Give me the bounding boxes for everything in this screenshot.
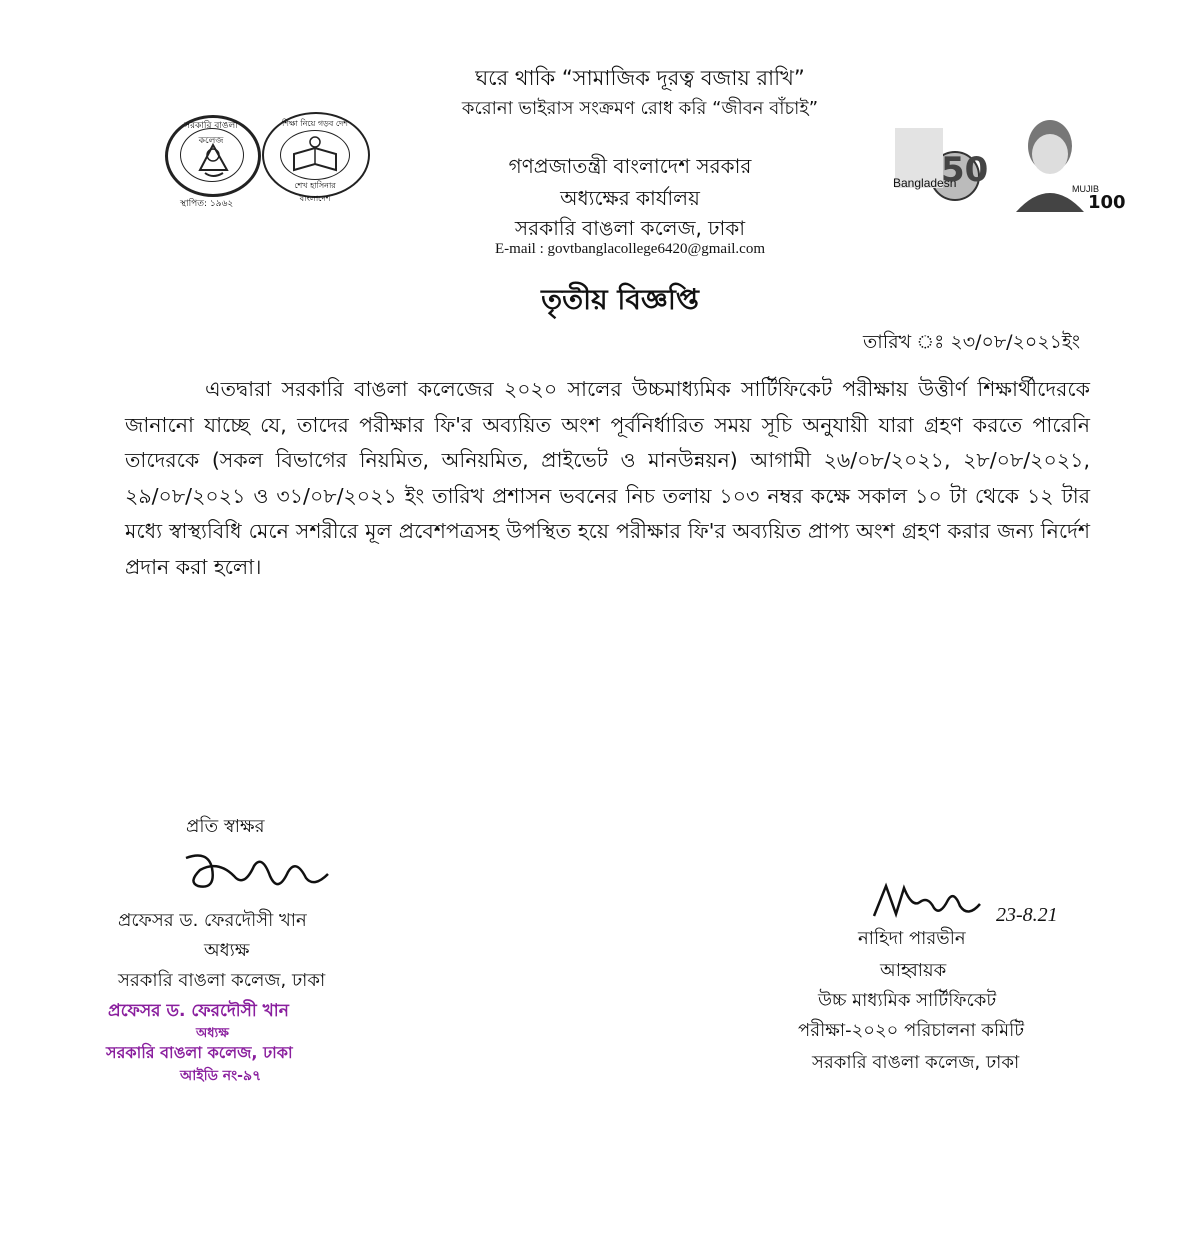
convener-name: নাহিদা পারভীন bbox=[858, 928, 966, 949]
bangladesh-50-text: Bangladesh bbox=[893, 176, 957, 190]
committee-line-2: পরীক্ষা-২০২০ পরিচালনা কমিটি bbox=[798, 1020, 1025, 1041]
education-seal-top-text: শিক্ষা নিয়ে গড়ব দেশ bbox=[281, 119, 349, 128]
notice-date: তারিখ ঃ ২৩/০৮/২০২১ইং bbox=[863, 331, 1080, 353]
principal-signature bbox=[178, 846, 338, 902]
countersign-label: প্রতি স্বাক্ষর bbox=[186, 816, 265, 837]
stamp-designation: অধ্যক্ষ bbox=[196, 1026, 229, 1041]
mujib-text: MUJIB bbox=[1072, 184, 1099, 194]
slogan-line-2: করোনা ভাইরাস সংক্রমণ রোধ করি “জীবন বাঁচাই” bbox=[461, 98, 819, 119]
stamp-college: সরকারি বাঙলা কলেজ, ঢাকা bbox=[106, 1043, 293, 1062]
principal-designation: অধ্যক্ষ bbox=[204, 940, 250, 961]
committee-line-1: উচ্চ মাধ্যমিক সার্টিফিকেট bbox=[818, 990, 997, 1011]
stamp-name: প্রফেসর ড. ফেরদৌসী খান bbox=[108, 1001, 289, 1021]
stamp-id: আইডি নং-৯৭ bbox=[180, 1068, 262, 1084]
government-name: গণপ্রজাতন্ত্রী বাংলাদেশ সরকার bbox=[508, 154, 752, 178]
principal-name: প্রফেসর ড. ফেরদৌসী খান bbox=[118, 910, 307, 931]
convener-signature bbox=[868, 878, 998, 928]
notice-title: তৃতীয় বিজ্ঞপ্তি bbox=[541, 283, 699, 316]
signature-date: 23-8.21 bbox=[996, 904, 1058, 926]
mujib-number: 100 bbox=[1088, 192, 1126, 213]
slogan-line-1: ঘরে থাকি “সামাজিক দূরত্ব বজায় রাখি” bbox=[475, 66, 805, 90]
mujib-100-logo bbox=[1000, 112, 1126, 216]
convener-role: আহ্বায়ক bbox=[880, 960, 947, 981]
college-seal-text: সরকারি বাঙলা কলেজ bbox=[184, 121, 238, 146]
education-seal-bottom-text: শেখ হাসিনার বাংলাদেশ bbox=[294, 181, 336, 203]
bangladesh-50-number: 50 bbox=[941, 150, 989, 190]
college-seal-year: স্থাপিত: ১৯৬২ bbox=[180, 199, 234, 209]
principal-college: সরকারি বাঙলা কলেজ, ঢাকা bbox=[118, 970, 326, 991]
email-address: E-mail : govtbanglacollege6420@gmail.com bbox=[495, 241, 765, 257]
notice-body: এতদ্বারা সরকারি বাঙলা কলেজের ২০২০ সালের উচ্চমাধ্যমিক সার্টিফিকেট পরীক্ষায় উত্তীর্ণ শিক্ষার্থীদেরকে জানানো যাচ্ছে যে, তাদের পরীক্ষার ফি'র অব্যয়িত অংশ পূর্বনির্ধারিত সময় সূচি অনুযায়ী যারা গ্রহণ করতে পারেনি তাদেরকে (সকল বিভাগের নিয়মিত, অনিয়মিত, প্রাইভেট ও মানউন্নয়ন) আগামী ২৬/০৮/২০২১, ২৮/০৮/২০২১, ২৯/০৮/২০২১ ও ৩১/০৮/২০২১ ইং তারিখ প্রশাসন ভবনের নিচ তলায় ১০৩ নম্বর কক্ষে সকাল ১০ টা থেকে ১২ টার মধ্যে স্বাস্থ্যবিধি মেনে সশরীরে মূল প্রবেশপত্রসহ উপস্থিত হয়ে পরীক্ষার ফি'র অব্যয়িত প্রাপ্য অংশ গ্রহণ করার জন্য নির্দেশ প্রদান করা হলো। bbox=[125, 377, 1090, 579]
office-name: অধ্যক্ষের কার্যালয় bbox=[560, 186, 700, 210]
convener-college: সরকারি বাঙলা কলেজ, ঢাকা bbox=[812, 1052, 1020, 1073]
college-name: সরকারি বাঙলা কলেজ, ঢাকা bbox=[514, 216, 746, 240]
bangladesh-50-logo bbox=[893, 120, 989, 212]
